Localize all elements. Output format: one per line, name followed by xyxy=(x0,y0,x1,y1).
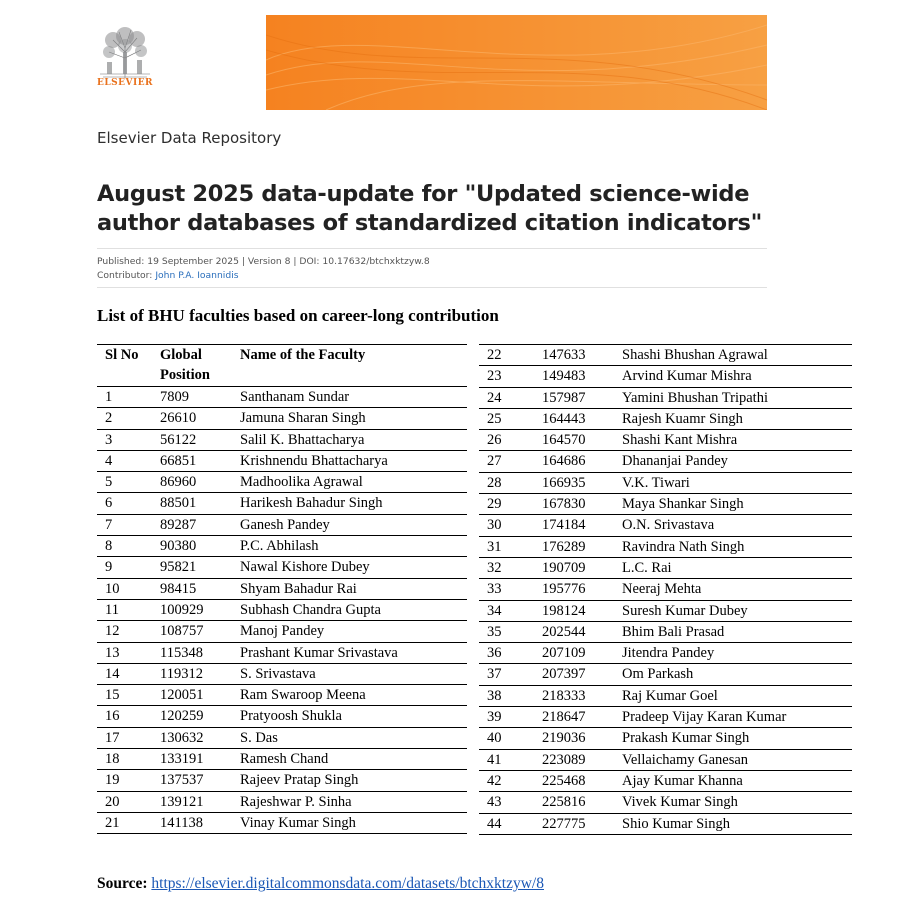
global-position-cell: 218647 xyxy=(534,707,614,728)
sl-number-cell: 20 xyxy=(97,791,152,812)
table-row xyxy=(97,812,467,833)
global-position-cell: 225468 xyxy=(534,770,614,791)
page-header xyxy=(0,0,898,147)
faculty-name-cell: Shashi Kant Mishra xyxy=(614,430,852,451)
source-line xyxy=(97,875,544,893)
table-row xyxy=(479,792,852,813)
faculty-name-cell: Salil K. Bhattacharya xyxy=(232,429,467,450)
global-position-cell: 218333 xyxy=(534,685,614,706)
global-position-cell: 219036 xyxy=(534,728,614,749)
sl-number-cell: 10 xyxy=(97,578,152,599)
faculty-table-left xyxy=(97,344,467,834)
table-row xyxy=(479,408,852,429)
faculty-name-cell: O.N. Srivastava xyxy=(614,515,852,536)
global-position-cell: 90380 xyxy=(152,536,232,557)
contributor-label: Contributor: xyxy=(97,270,156,281)
table-row xyxy=(479,728,852,749)
faculty-table-right-body xyxy=(479,345,852,835)
sl-number-cell: 6 xyxy=(97,493,152,514)
table-row xyxy=(97,429,467,450)
sl-number-cell: 7 xyxy=(97,514,152,535)
faculty-name-cell: Ram Swaroop Meena xyxy=(232,685,467,706)
sl-number-cell: 12 xyxy=(97,621,152,642)
sl-number-cell: 32 xyxy=(479,557,534,578)
faculty-name-cell: Santhanam Sundar xyxy=(232,387,467,408)
global-position-cell: 174184 xyxy=(534,515,614,536)
sl-number-cell: 40 xyxy=(479,728,534,749)
table-row xyxy=(97,557,467,578)
global-position-cell: 86960 xyxy=(152,472,232,493)
sl-number-cell: 23 xyxy=(479,366,534,387)
sl-number-cell: 4 xyxy=(97,450,152,471)
global-position-cell: 164686 xyxy=(534,451,614,472)
faculty-name-cell: P.C. Abhilash xyxy=(232,536,467,557)
table-header-row xyxy=(97,345,467,387)
repository-label: Elsevier Data Repository xyxy=(97,129,282,147)
sl-number-cell: 19 xyxy=(97,770,152,791)
faculty-name-cell: Nawal Kishore Dubey xyxy=(232,557,467,578)
global-position-cell: 164443 xyxy=(534,408,614,429)
sl-number-cell: 3 xyxy=(97,429,152,450)
table-row xyxy=(97,387,467,408)
global-position-cell: 198124 xyxy=(534,600,614,621)
global-position-cell: 176289 xyxy=(534,536,614,557)
sl-number-cell: 28 xyxy=(479,472,534,493)
faculty-name-cell: Raj Kumar Goel xyxy=(614,685,852,706)
global-position-cell: 139121 xyxy=(152,791,232,812)
sl-number-cell: 16 xyxy=(97,706,152,727)
column-header-position: Global Position xyxy=(152,345,232,387)
global-position-cell: 137537 xyxy=(152,770,232,791)
table-row xyxy=(479,515,852,536)
table-row xyxy=(97,408,467,429)
global-position-cell: 115348 xyxy=(152,642,232,663)
table-row xyxy=(97,642,467,663)
faculty-name-cell: Madhoolika Agrawal xyxy=(232,472,467,493)
faculty-name-cell: Shashi Bhushan Agrawal xyxy=(614,345,852,366)
sl-number-cell: 11 xyxy=(97,599,152,620)
faculty-name-cell: Manoj Pandey xyxy=(232,621,467,642)
table-row xyxy=(97,599,467,620)
global-position-cell: 26610 xyxy=(152,408,232,429)
table-row xyxy=(97,727,467,748)
list-heading: List of BHU faculties based on career-long contribution xyxy=(97,306,499,325)
sl-number-cell: 39 xyxy=(479,707,534,728)
global-position-cell: 88501 xyxy=(152,493,232,514)
divider xyxy=(97,287,767,288)
column-header-name: Name of the Faculty xyxy=(232,345,467,387)
sl-number-cell: 37 xyxy=(479,664,534,685)
faculty-name-cell: Rajeshwar P. Sinha xyxy=(232,791,467,812)
global-position-cell: 141138 xyxy=(152,812,232,833)
table-row xyxy=(479,451,852,472)
sl-number-cell: 41 xyxy=(479,749,534,770)
faculty-name-cell: L.C. Rai xyxy=(614,557,852,578)
sl-number-cell: 21 xyxy=(97,812,152,833)
orange-banner-graphic xyxy=(266,15,767,110)
tree-logo-icon xyxy=(95,22,155,80)
table-row xyxy=(97,450,467,471)
sl-number-cell: 13 xyxy=(97,642,152,663)
faculty-name-cell: Arvind Kumar Mishra xyxy=(614,366,852,387)
table-row xyxy=(479,557,852,578)
table-row xyxy=(97,578,467,599)
sl-number-cell: 38 xyxy=(479,685,534,706)
elsevier-logo[interactable] xyxy=(90,22,160,94)
sl-number-cell: 31 xyxy=(479,536,534,557)
faculty-name-cell: Om Parkash xyxy=(614,664,852,685)
contributor-line xyxy=(97,270,239,281)
faculty-name-cell: Rajesh Kuamr Singh xyxy=(614,408,852,429)
sl-number-cell: 34 xyxy=(479,600,534,621)
publication-meta: Published: 19 September 2025 | Version 8 | DOI: 10.17632/btchxktzyw.8 xyxy=(97,256,430,267)
global-position-cell: 207397 xyxy=(534,664,614,685)
global-position-cell: 120051 xyxy=(152,685,232,706)
table-row xyxy=(479,643,852,664)
sl-number-cell: 36 xyxy=(479,643,534,664)
faculty-name-cell: Shyam Bahadur Rai xyxy=(232,578,467,599)
global-position-cell: 167830 xyxy=(534,494,614,515)
global-position-cell: 95821 xyxy=(152,557,232,578)
sl-number-cell: 5 xyxy=(97,472,152,493)
faculty-name-cell: Prashant Kumar Srivastava xyxy=(232,642,467,663)
global-position-cell: 202544 xyxy=(534,621,614,642)
global-position-cell: 227775 xyxy=(534,813,614,834)
table-row xyxy=(479,685,852,706)
sl-number-cell: 15 xyxy=(97,685,152,706)
global-position-cell: 133191 xyxy=(152,749,232,770)
sl-number-cell: 30 xyxy=(479,515,534,536)
document-title: August 2025 data-update for "Updated science-wide author databases of standardized citation indicators" xyxy=(97,181,763,236)
sl-number-cell: 14 xyxy=(97,663,152,684)
global-position-cell: 190709 xyxy=(534,557,614,578)
global-position-cell: 56122 xyxy=(152,429,232,450)
global-position-cell: 120259 xyxy=(152,706,232,727)
sl-number-cell: 8 xyxy=(97,536,152,557)
faculty-name-cell: Suresh Kumar Dubey xyxy=(614,600,852,621)
faculty-name-cell: Prakash Kumar Singh xyxy=(614,728,852,749)
table-row xyxy=(479,536,852,557)
table-row xyxy=(97,514,467,535)
faculty-name-cell: Shio Kumar Singh xyxy=(614,813,852,834)
table-row xyxy=(479,430,852,451)
logo-wordmark: ELSEVIER xyxy=(96,78,154,88)
faculty-name-cell: Jitendra Pandey xyxy=(614,643,852,664)
table-row xyxy=(97,791,467,812)
faculty-name-cell: Ganesh Pandey xyxy=(232,514,467,535)
table-row xyxy=(479,472,852,493)
table-row xyxy=(97,770,467,791)
column-header-sl: Sl No xyxy=(97,345,152,387)
table-row xyxy=(97,749,467,770)
sl-number-cell: 35 xyxy=(479,621,534,642)
table-row xyxy=(479,770,852,791)
faculty-name-cell: Ravindra Nath Singh xyxy=(614,536,852,557)
global-position-cell: 166935 xyxy=(534,472,614,493)
global-position-cell: 149483 xyxy=(534,366,614,387)
global-position-cell: 108757 xyxy=(152,621,232,642)
sl-number-cell: 42 xyxy=(479,770,534,791)
table-row xyxy=(479,664,852,685)
table-row xyxy=(479,600,852,621)
faculty-name-cell: Ramesh Chand xyxy=(232,749,467,770)
faculty-name-cell: Neeraj Mehta xyxy=(614,579,852,600)
faculty-table-right xyxy=(479,344,852,835)
table-row xyxy=(479,579,852,600)
sl-number-cell: 17 xyxy=(97,727,152,748)
sl-number-cell: 22 xyxy=(479,345,534,366)
faculty-name-cell: Dhananjai Pandey xyxy=(614,451,852,472)
sl-number-cell: 2 xyxy=(97,408,152,429)
table-row xyxy=(97,536,467,557)
global-position-cell: 223089 xyxy=(534,749,614,770)
table-row xyxy=(479,749,852,770)
table-row xyxy=(97,685,467,706)
faculty-name-cell: V.K. Tiwari xyxy=(614,472,852,493)
faculty-name-cell: Rajeev Pratap Singh xyxy=(232,770,467,791)
source-link[interactable]: https://elsevier.digitalcommonsdata.com/datasets/btchxktzyw/8 xyxy=(151,875,544,892)
table-row xyxy=(479,494,852,515)
table-row xyxy=(479,621,852,642)
global-position-cell: 147633 xyxy=(534,345,614,366)
global-position-cell: 7809 xyxy=(152,387,232,408)
sl-number-cell: 27 xyxy=(479,451,534,472)
faculty-name-cell: Pradeep Vijay Karan Kumar xyxy=(614,707,852,728)
table-row xyxy=(97,706,467,727)
table-row xyxy=(479,387,852,408)
faculty-name-cell: Yamini Bhushan Tripathi xyxy=(614,387,852,408)
faculty-table-left-body xyxy=(97,387,467,834)
table-row xyxy=(97,493,467,514)
faculty-name-cell: Pratyoosh Shukla xyxy=(232,706,467,727)
global-position-cell: 157987 xyxy=(534,387,614,408)
sl-number-cell: 33 xyxy=(479,579,534,600)
table-row xyxy=(479,345,852,366)
faculty-name-cell: Subhash Chandra Gupta xyxy=(232,599,467,620)
sl-number-cell: 26 xyxy=(479,430,534,451)
source-label: Source: xyxy=(97,875,148,892)
sl-number-cell: 25 xyxy=(479,408,534,429)
table-row xyxy=(97,663,467,684)
sl-number-cell: 18 xyxy=(97,749,152,770)
global-position-cell: 225816 xyxy=(534,792,614,813)
global-position-cell: 164570 xyxy=(534,430,614,451)
table-row xyxy=(479,813,852,834)
faculty-name-cell: Vellaichamy Ganesan xyxy=(614,749,852,770)
contributor-link[interactable]: John P.A. Ioannidis xyxy=(155,270,239,281)
global-position-cell: 119312 xyxy=(152,663,232,684)
global-position-cell: 207109 xyxy=(534,643,614,664)
global-position-cell: 89287 xyxy=(152,514,232,535)
sl-number-cell: 1 xyxy=(97,387,152,408)
divider xyxy=(97,248,767,249)
faculty-name-cell: Maya Shankar Singh xyxy=(614,494,852,515)
faculty-name-cell: Harikesh Bahadur Singh xyxy=(232,493,467,514)
faculty-name-cell: Jamuna Sharan Singh xyxy=(232,408,467,429)
sl-number-cell: 9 xyxy=(97,557,152,578)
global-position-cell: 195776 xyxy=(534,579,614,600)
faculty-name-cell: S. Srivastava xyxy=(232,663,467,684)
faculty-name-cell: Bhim Bali Prasad xyxy=(614,621,852,642)
sl-number-cell: 43 xyxy=(479,792,534,813)
faculty-name-cell: Vinay Kumar Singh xyxy=(232,812,467,833)
table-row xyxy=(479,707,852,728)
table-row xyxy=(479,366,852,387)
faculty-name-cell: Vivek Kumar Singh xyxy=(614,792,852,813)
table-row xyxy=(97,472,467,493)
sl-number-cell: 24 xyxy=(479,387,534,408)
global-position-cell: 130632 xyxy=(152,727,232,748)
global-position-cell: 66851 xyxy=(152,450,232,471)
faculty-name-cell: Krishnendu Bhattacharya xyxy=(232,450,467,471)
sl-number-cell: 44 xyxy=(479,813,534,834)
global-position-cell: 100929 xyxy=(152,599,232,620)
global-position-cell: 98415 xyxy=(152,578,232,599)
faculty-name-cell: Ajay Kumar Khanna xyxy=(614,770,852,791)
faculty-name-cell: S. Das xyxy=(232,727,467,748)
sl-number-cell: 29 xyxy=(479,494,534,515)
table-row xyxy=(97,621,467,642)
